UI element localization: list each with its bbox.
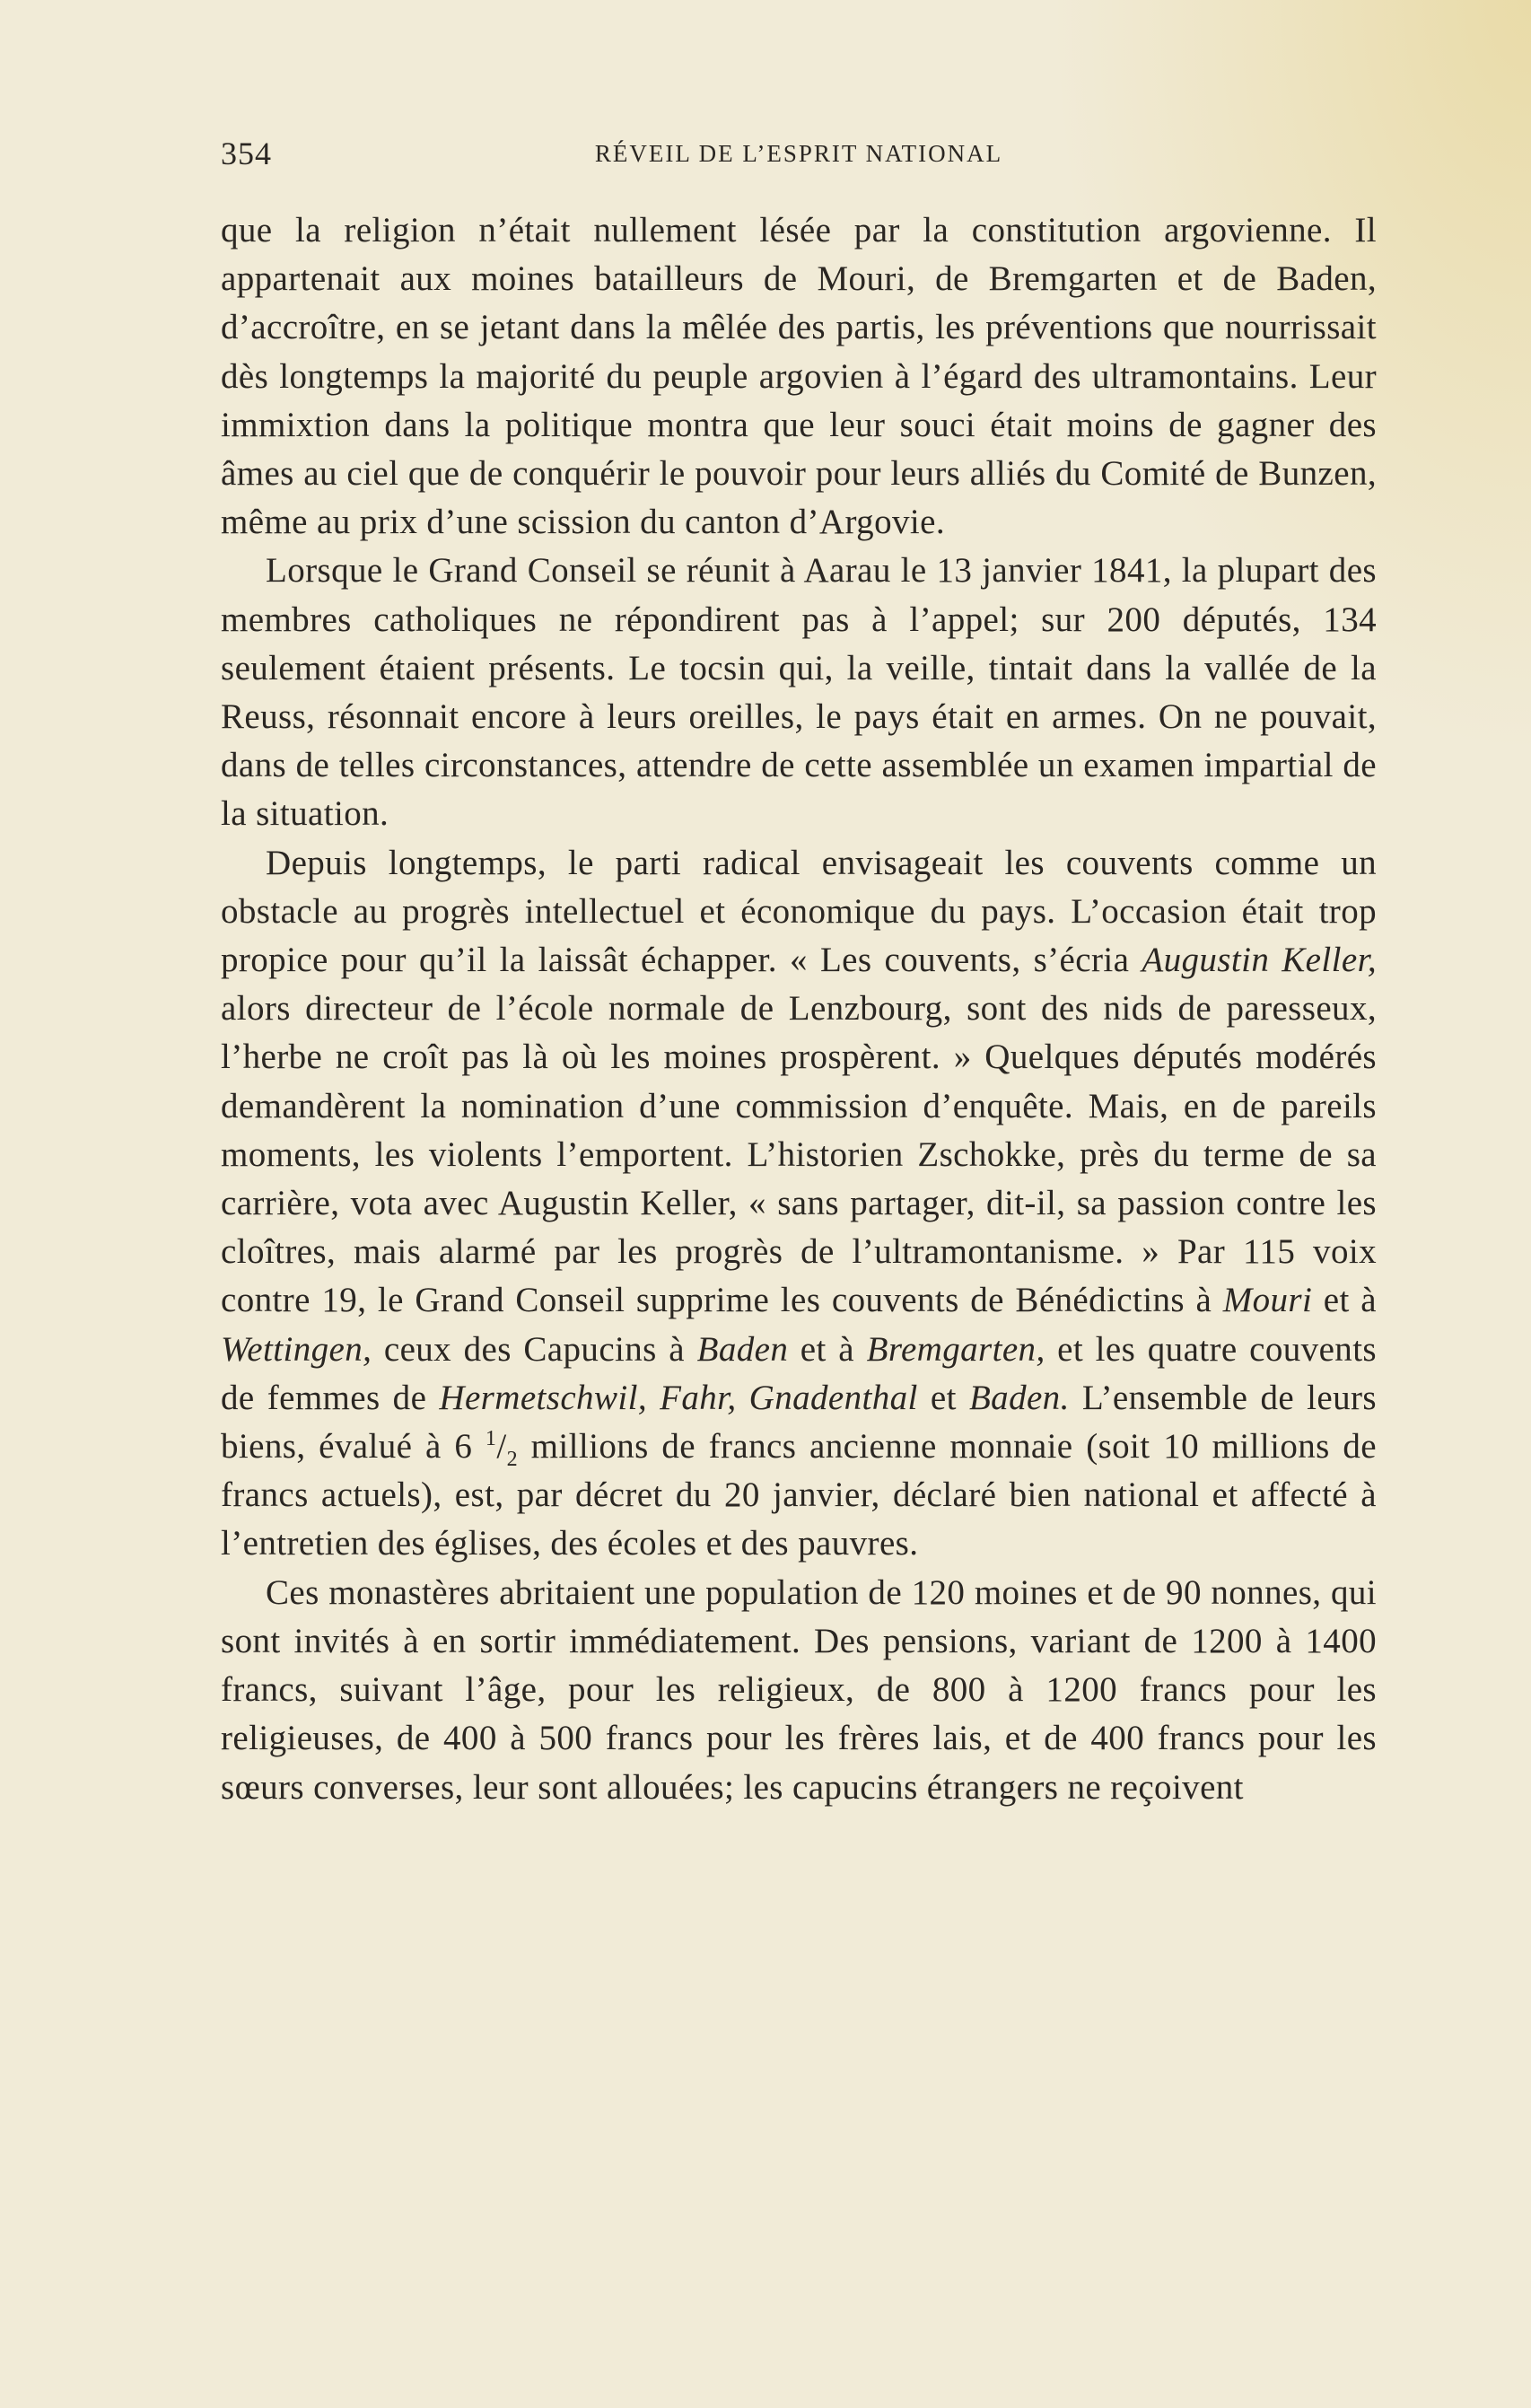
paragraph-text: et les quatre couvents de femmes de (221, 1329, 1378, 1417)
paragraph-text: que la religion n’était nullement lésée par la constitution argovienne. Il appartenait aux moines batailleurs de Mouri, de Bremgarten et de Baden, d’accroître, en se jetant dans la mêlée des partis, les préventions que nourrissait dès longtemps la majorité du peuple argovien à l’égard des ultramontains. Leur immixtion dans la politique montra que leur souci était moins de gagner des âmes au ciel que de conquérir le pouvoir pour leurs alliés du Comité de Bunzen, même au prix d’une scission du canton d’Argovie. (221, 211, 1377, 542)
paragraph (221, 839, 1377, 1569)
italic-place: Bremgarten, (866, 1329, 1045, 1369)
fraction-numerator: 1 (485, 1427, 497, 1451)
paragraph-text: Lorsque le Grand Conseil se réunit à Aarau le 13 janvier 1841, la plupart des membres catholiques ne répondirent pas à l’appel; sur 200 députés, 134 seulement étaient présents. Le tocsin qui, la veille, tintait dans la vallée de la Reuss, résonnait encore à leurs oreilles, le pays était en armes. On ne pouvait, dans de telles circonstances, attendre de cette assemblée un examen impartial de la situation. (221, 551, 1377, 834)
body-text (221, 206, 1377, 1812)
paragraph (221, 547, 1377, 838)
paragraph-text: et à (788, 1329, 867, 1369)
paragraph-text: Depuis longtemps, le parti radical envisageait les couvents comme un obstacle au progrès intellectuel et économique du pays. L’occasion était trop propice pour qu’il la laissât échapper. « Les couvents, s’écria (221, 843, 1377, 980)
paragraph-text: et à (1312, 1281, 1377, 1320)
paragraph (221, 206, 1377, 547)
paragraph-text: Ces monastères abritaient une population de 120 moines et de 90 nonnes, qui sont invités à en sortir immédiatement. Des pensions, variant de 1200 à 1400 francs, suivant l’âge, pour les religieux, de 800 à 1200 francs pour les religieuses, de 400 à 500 francs pour les frères lais, et de 400 francs pour les sœurs converses, leur sont allouées; les capucins étrangers ne reçoivent (221, 1572, 1377, 1807)
italic-place: Mouri (1222, 1281, 1313, 1320)
paragraph-text: L’ensemble de leurs biens, évalué à 6 (221, 1378, 1377, 1467)
page-header (221, 135, 1377, 180)
paragraph-text: millions de francs ancienne monnaie (soit 10 millions de francs actuels), est, par décret du 20 janvier, déclaré bien national et affecté à l’entretien des églises, des écoles et des pauvres. (221, 1427, 1377, 1563)
paragraph (221, 1569, 1377, 1812)
paragraph-text: ceux des Capucins à (372, 1329, 697, 1369)
italic-place: Wettingen, (221, 1329, 372, 1369)
italic-place: Hermetschwil, Fahr, Gnadenthal (439, 1378, 918, 1417)
page-number: 354 (221, 136, 272, 171)
italic-place: Baden. (968, 1378, 1070, 1417)
paragraph-text: et (917, 1378, 969, 1417)
fraction-denominator: 2 (506, 1447, 518, 1471)
italic-name: Augustin Keller, (1142, 941, 1377, 980)
running-title: RÉVEIL DE L’ESPRIT NATIONAL (594, 140, 1003, 167)
fraction-slash: / (496, 1427, 507, 1467)
italic-place: Baden (696, 1329, 789, 1369)
paragraph-text: alors directeur de l’école normale de Lenzbourg, sont des nids de paresseux, l’herbe ne croît pas là où les moines prospèrent. » Quelques députés modérés demandèrent la nomination d’une commission d’enquête. Mais, en de pareils moments, les violents l’emportent. L’historien Zschokke, près du terme de sa carrière, vota avec Augustin Keller, « sans partager, dit-il, sa passion contre les cloîtres, mais alarmé par les progrès de l’ultramontanisme. » Par 115 voix contre 19, le Grand Conseil supprime les couvents de Bénédictins à (221, 989, 1377, 1320)
